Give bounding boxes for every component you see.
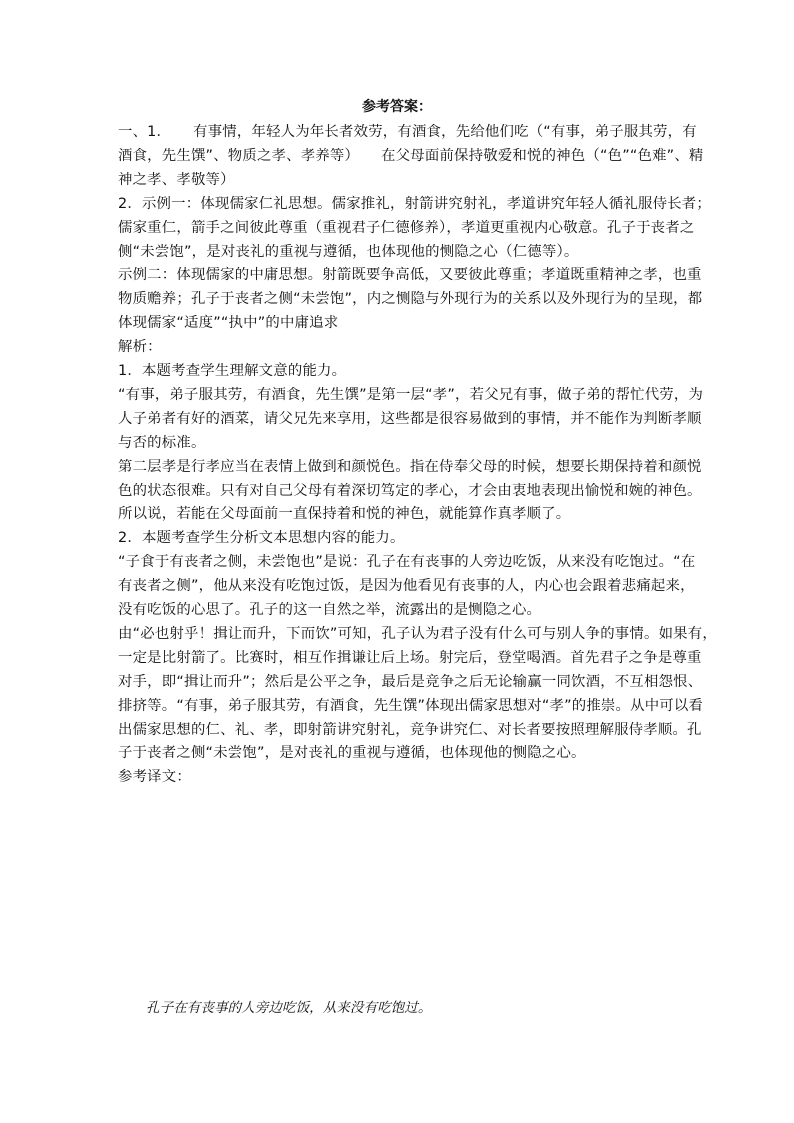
text-line: 一定是比射箭了。比赛时，相互作揖谦让后上场。射完后，登堂喝酒。首先君子之争是尊重 (118, 649, 702, 666)
text-line: 示例二：体现儒家的中庸思想。射箭既要争高低，又要彼此尊重；孝道既重精神之孝，也重 (118, 267, 702, 284)
text-line: “有事，弟子服其劳，有酒食，先生馔”是第一层“孝”，若父兄有事，做子弟的帮忙代劳，为 (118, 386, 704, 403)
text-line: 人子弟者有好的酒菜，请父兄先来享用，这些都是很容易做到的事情，并不能作为判断孝顺 (118, 410, 702, 427)
text-line: 出儒家思想的仁、礼、孝，即射箭讲究射礼，竞争讲究仁、对长者要按照理解服侍孝顺。孔 (118, 721, 702, 738)
answer-title: 参考答案： (362, 99, 432, 115)
text-line: 排挤等。“有事，弟子服其劳，有酒食，先生馔”体现出儒家思想对“孝”的推崇。从中可以看 (118, 697, 704, 714)
text-line: 所以说，若能在父母面前一直保持着和悦的神色，就能算作真孝顺了。 (118, 506, 571, 523)
text-line: 由“必也射乎！揖让而升，下而饮”可知，孔子认为君子没有什么可与别人争的事情。如果有， (118, 625, 717, 642)
text-line: 色的状态很难。只有对自己父母有着深切笃定的孝心，才会由衷地表现出愉悦和婉的神色。 (118, 482, 702, 499)
text-line: 有丧者之侧”，他从来没有吃饱过饭，是因为他看见有丧事的人，内心也会跟着悲痛起来， (118, 578, 695, 595)
text-line: 解析： (118, 339, 162, 356)
text-line: “子食于有丧者之侧，未尝饱也”是说：孔子在有丧事的人旁边吃饭，从来没有吃饱过。“在 (118, 554, 696, 571)
text-line: 第二层孝是行孝应当在表情上做到和颜悦色。指在侍奉父母的时候，想要长期保持着和颜悦 (118, 458, 702, 475)
text-line: 1．本题考查学生理解文意的能力。 (118, 363, 347, 379)
text-line: 与否的标准。 (118, 434, 206, 451)
text-line: 2．本题考查学生分析文本思想内容的能力。 (118, 530, 405, 547)
text-line: 参考译文： (118, 769, 191, 786)
text-line: 酒食，先生馔”、物质之孝、孝养等） 在父母面前保持敬爱和悦的神色（“色”“色难”、精 (118, 147, 704, 164)
text-line: 儒家重仁，箭手之间彼此尊重（重视君子仁德修养），孝道更重视内心敬意。孔子于丧者之 (118, 219, 695, 236)
text-line: 侧“未尝饱”，是对丧礼的重视与遵循，也体现他的恻隐之心（仁德等）。 (118, 243, 579, 260)
translation-text: 孔子在有丧事的人旁边吃饭，从来没有吃饱过。 (146, 1000, 432, 1016)
text-line: 神之孝、孝敬等） (118, 171, 235, 188)
text-line: 子于丧者之侧“未尝饱”，是对丧礼的重视与遵循，也体现他的恻隐之心。 (118, 745, 586, 762)
text-line: 没有吃饭的心思了。孔子的这一自然之举，流露出的是恻隐之心。 (118, 602, 542, 618)
text-line: 物质赡养；孔子于丧者之侧“未尝饱”，内之恻隐与外现行为的关系以及外现行为的呈现，都 (118, 291, 703, 308)
text-line: 体现儒家“适度”“执中”的中庸追求 (118, 315, 339, 332)
text-line: 2．示例一：体现儒家仁礼思想。儒家推礼，射箭讲究射礼，孝道讲究年轻人循礼服侍长者； (118, 195, 711, 212)
text-line: 一、1． 有事情，年轻人为年长者效劳，有酒食，先给他们吃（“有事，弟子服其劳，有 (118, 124, 697, 140)
text-line: 对手，即“揖让而升”；然后是公平之争，最后是竞争之后无论输赢一同饮酒，不互相怨恨、 (118, 673, 703, 690)
